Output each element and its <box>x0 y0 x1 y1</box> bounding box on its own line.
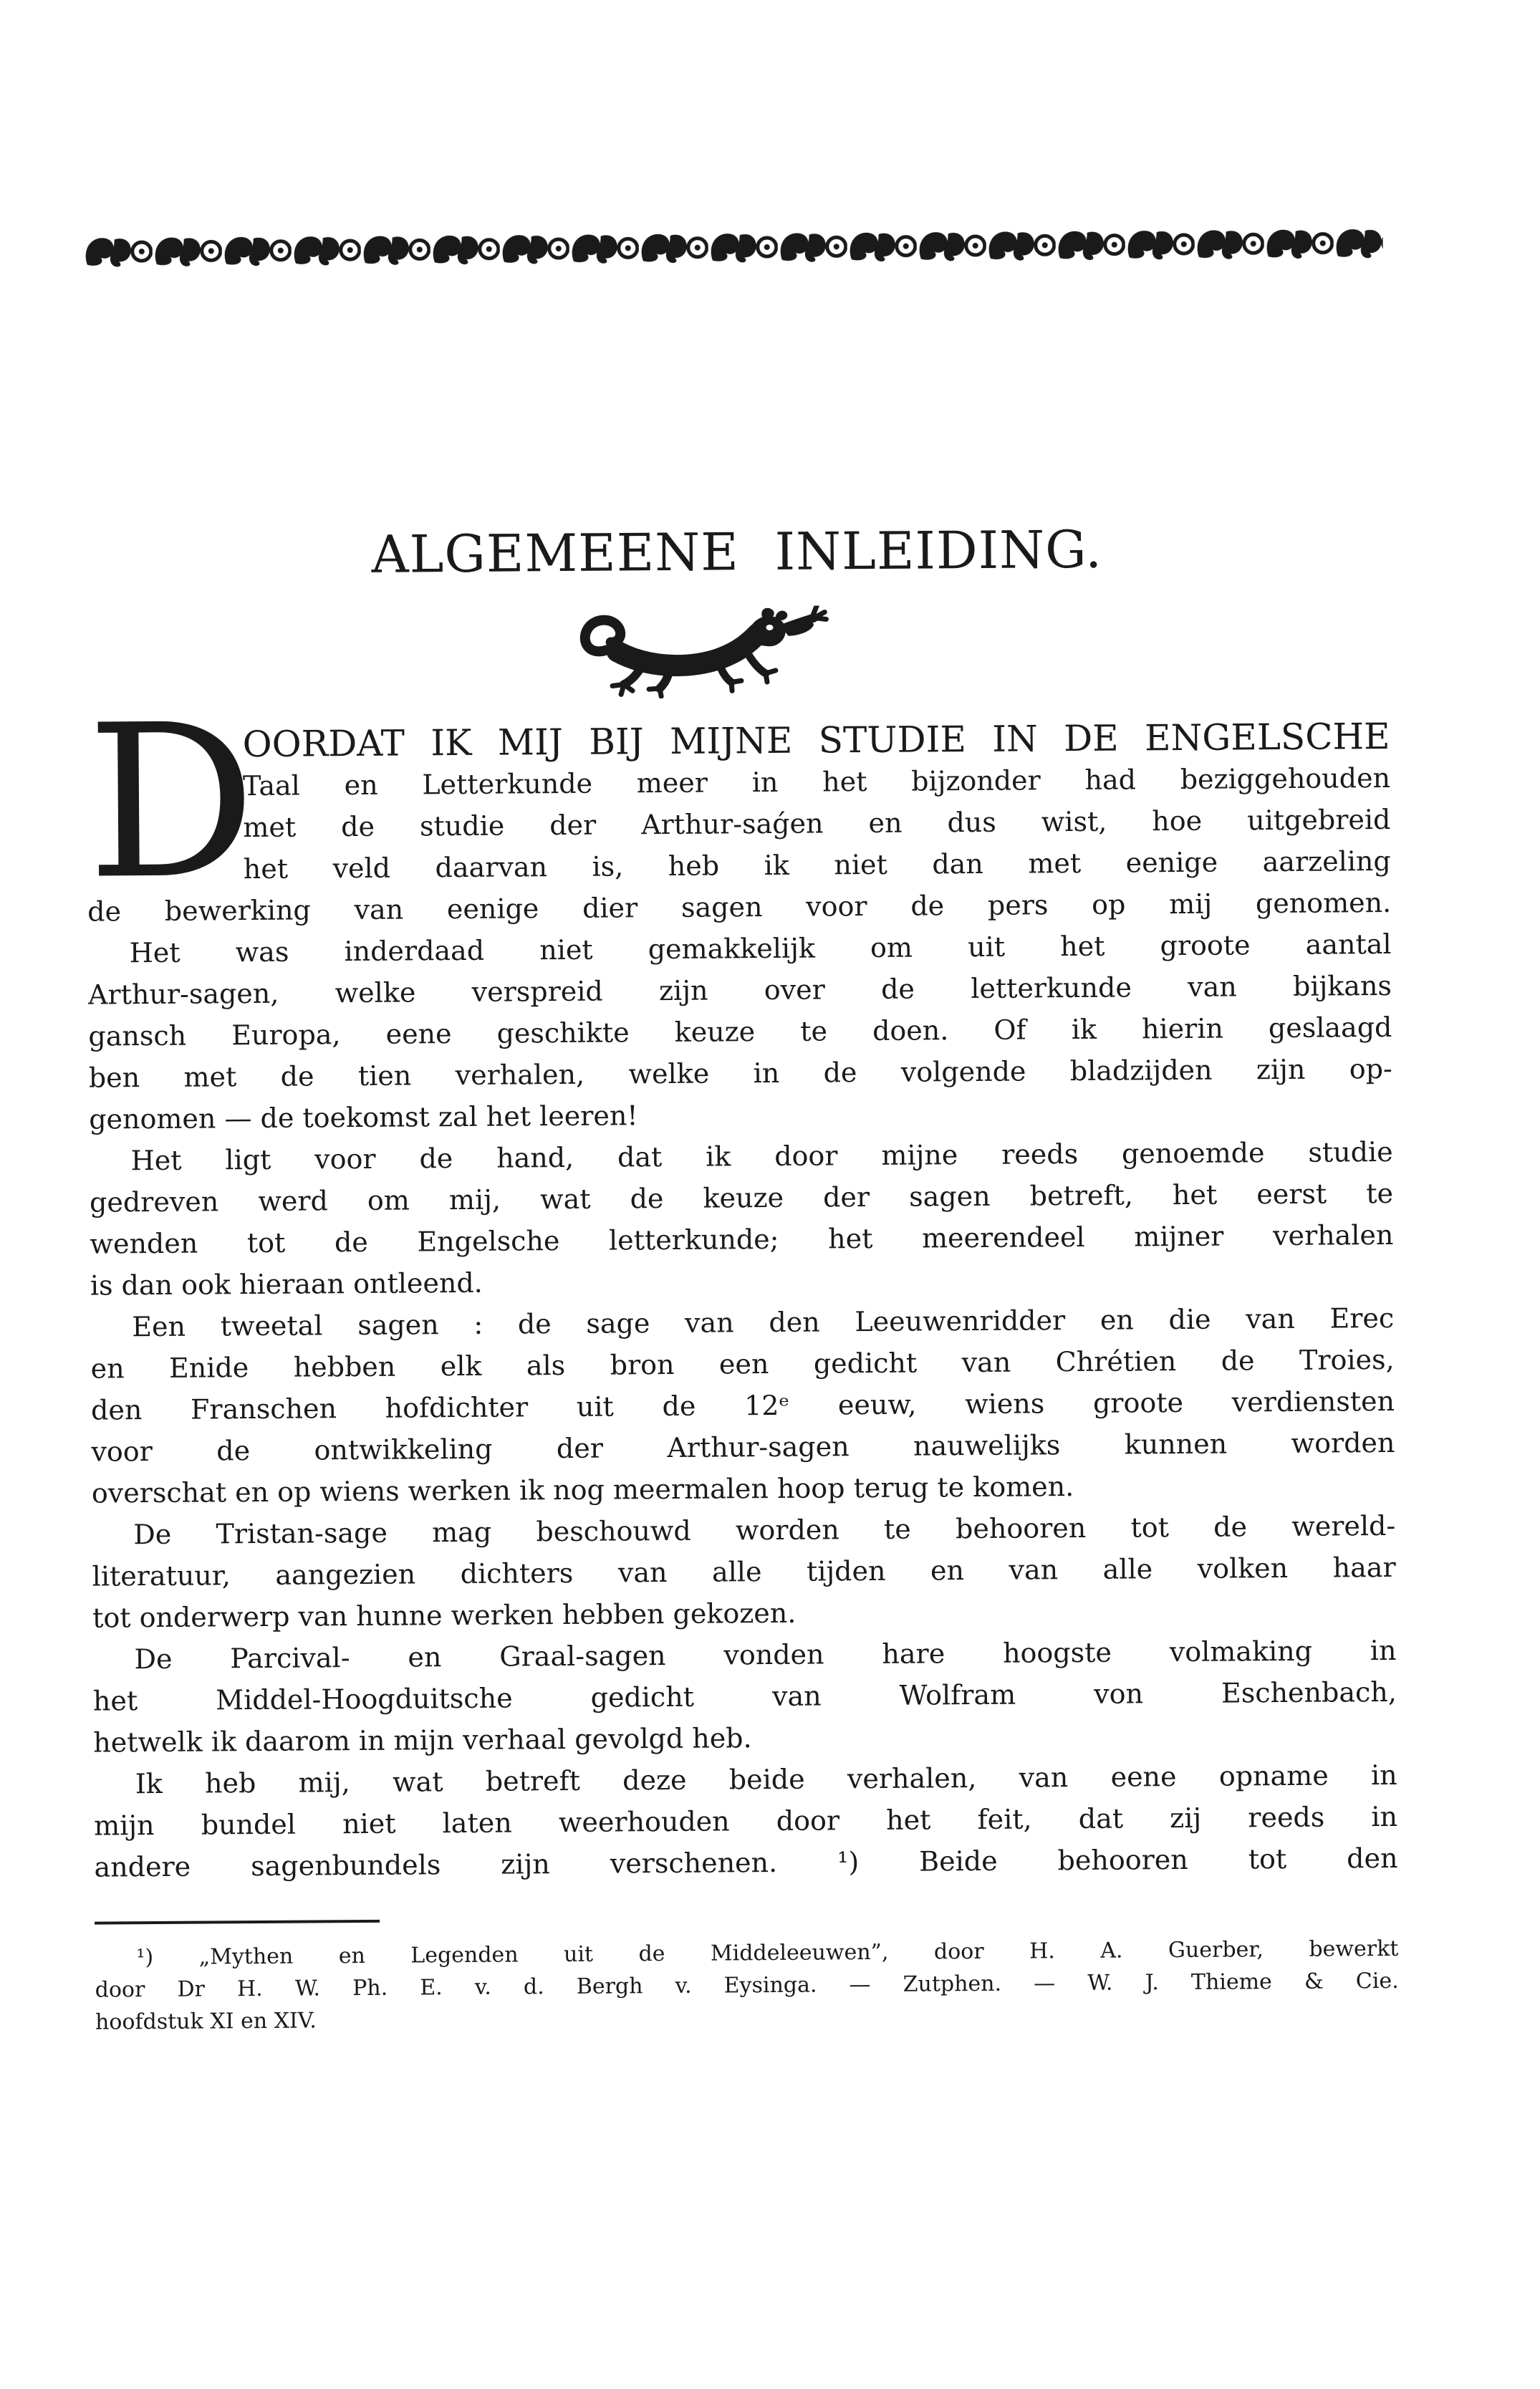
drop-cap-letter: D <box>85 678 257 926</box>
text-line: voor de ontwikkeling der Arthur-sagen nauwelijks kunnen worden <box>91 1426 1395 1468</box>
text-line: het veld daarvan is, heb ik niet dan met eenige aarzeling <box>243 845 1391 885</box>
text-line: is dan ook hieraan ontleend. <box>90 1266 483 1302</box>
text-line: De Parcival- en Graal-sagen vonden hare hoogste volmaking in <box>134 1634 1397 1676</box>
footnote-separator <box>95 1920 380 1925</box>
text-line: het Middel-Hoogduitsche gedicht van Wolfram von Eschenbach, <box>92 1676 1397 1717</box>
page-title: ALGEMEENE INLEIDING. <box>371 519 1103 585</box>
paragraph-7 <box>94 1754 1398 1888</box>
paragraph-2 <box>87 923 1392 1140</box>
text-line: Arthur-sagen, welke verspreid zijn over de letterkunde van bijkans <box>87 969 1392 1011</box>
text-line: overschat en op wiens werken ik nog meermalen hoop terug te komen. <box>91 1471 1074 1509</box>
text-line: hetwelk ik daarom in mijn verhaal gevolgd heb. <box>93 1722 752 1759</box>
text-line: OORDAT IK MIJ BIJ MIJNE STUDIE IN DE ENGELSCHE <box>242 715 1390 766</box>
footnote-line: ¹) „Mythen en Legenden uit de Middeleeuwen”, door H. A. Guerber, bewerkt <box>136 1936 1399 1971</box>
body-text <box>85 678 1398 1888</box>
text-line: De Tristan-sage mag beschouwd worden te behooren tot de wereld- <box>133 1509 1396 1551</box>
text-line: Taal en Letterkunde meer in het bijzonder had beziggehouden <box>242 761 1391 802</box>
text-line: andere sagenbundels zijn verschenen. ¹) Beide behooren tot den <box>94 1842 1398 1883</box>
text-line: met de studie der Arthur-saǵen en dus wist, hoe uitgebreid <box>243 803 1391 844</box>
footnote-line: hoofdstuk XI en XIV. <box>95 2008 317 2035</box>
footnote-line: door Dr H. W. Ph. E. v. d. Bergh v. Eysinga. — Zutphen. — W. J. Thieme & Cie. <box>95 1968 1399 2003</box>
paragraph-5 <box>92 1505 1396 1639</box>
paragraph-1 <box>85 678 1392 933</box>
text-line: mijn bundel niet laten weerhouden door het feit, dat zij reeds in <box>93 1800 1398 1842</box>
paragraph-6 <box>92 1630 1397 1764</box>
text-line: ben met de tien verhalen, welke in de volgende bladzijden zijn op- <box>88 1052 1392 1094</box>
text-line: Ik heb mij, wat betreft deze beide verhalen, van eene opname in <box>135 1759 1397 1800</box>
text-line: literatuur, aangezien dichters van alle tijden en van alle volken haar <box>92 1551 1396 1592</box>
paragraph-3 <box>89 1131 1394 1307</box>
text-line: de bewerking van eenige dier sagen voor de pers op mij genomen. <box>87 886 1392 928</box>
lion-ornament <box>577 605 879 699</box>
text-line: en Enide hebben elk als bron een gedicht van Chrétien de Troies, <box>90 1343 1395 1385</box>
paragraph-4 <box>90 1297 1395 1514</box>
text-line: genomen — de toekomst zal het leeren! <box>89 1100 638 1135</box>
text-line: tot onderwerp van hunne werken hebben gekozen. <box>92 1597 797 1634</box>
text-line: Het was inderdaad niet gemakkelijk om uit het groote aantal <box>129 928 1392 969</box>
text-line: Het ligt voor de hand, dat ik door mijne reeds genoemde studie <box>130 1135 1393 1177</box>
footnote <box>95 1913 1399 2039</box>
text-line: wenden tot de Engelsche letterkunde; het meerendeel mijner verhalen <box>90 1218 1394 1260</box>
text-line: gedreven werd om mij, wat de keuze der sagen betreft, het eerst te <box>89 1177 1394 1218</box>
text-line: den Franschen hofdichter uit de 12ᵉ eeuw, wiens groote verdiensten <box>90 1385 1395 1426</box>
text-line: Een tweetal sagen : de sage van den Leeuwenridder en die van Erec <box>132 1302 1395 1343</box>
scroll-border-ornament <box>83 226 1383 269</box>
text-line: gansch Europa, eene geschikte keuze te doen. Of ik hierin geslaagd <box>88 1011 1392 1052</box>
